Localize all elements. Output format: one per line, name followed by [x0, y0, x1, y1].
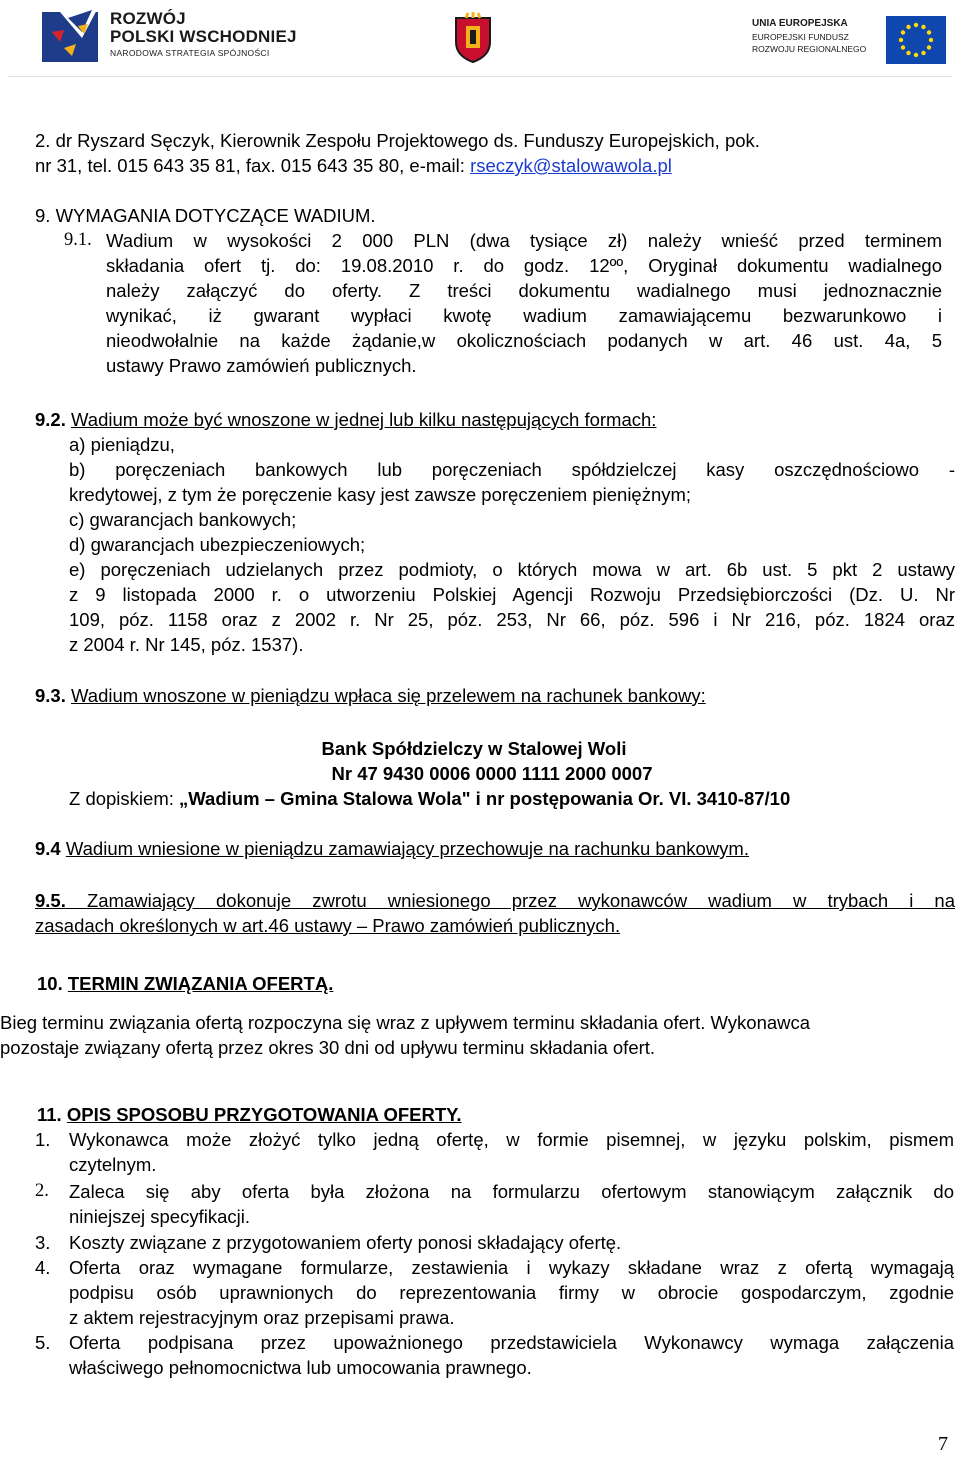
email-link[interactable]: rseczyk@stalowawola.pl	[470, 155, 672, 176]
section-9-2-number: 9.2.	[35, 409, 66, 430]
section-9-2-heading	[35, 407, 656, 432]
section-9-1-line-3: należy załączyć do oferty. Z treści dokumentu wadialnego musi jednoznacznie	[106, 280, 942, 301]
rpw-logo	[42, 4, 312, 66]
section-9-2-line-4: c) gwarancjach bankowych;	[69, 509, 297, 530]
eu-logo-line3: ROZWOJU REGIONALNEGO	[752, 44, 867, 54]
contact-text: nr 31, tel. 015 643 35 81, fax. 015 643 35 80, e-mail:	[35, 155, 471, 176]
section-9-3-heading	[35, 683, 706, 708]
list-item-5-line-1: Oferta podpisana przez upoważnionego przedstawiciela Wykonawcy wymaga załączenia	[69, 1332, 954, 1353]
section-9-1-line-5: nieodwołalnie na każde żądanie,w okolicznościach podanych w art. 46 ust. 4a, 5	[106, 330, 942, 351]
list-item-4-line-1: Oferta oraz wymagane formularze, zestawienia i wykazy składane wraz z ofertą wymagają	[69, 1257, 954, 1278]
eu-flag-icon	[886, 16, 946, 64]
section-11-title: OPIS SPOSOBU PRZYGOTOWANIA OFERTY.	[66, 1104, 462, 1125]
section-9-2-line-9: z 2004 r. Nr 145, póz. 1537).	[69, 634, 304, 655]
section-9-2-line-2: b) poręczeniach bankowych lub poręczeniach spółdzielczej kasy oszczędnościowo -	[69, 459, 955, 480]
list-item-1-line-1: Wykonawca może złożyć tylko jedną ofertę, w formie pisemnej, w języku polskim, pismem	[69, 1129, 954, 1150]
section-9-4-number: 9.4	[35, 838, 61, 859]
section-11-number: 11.	[37, 1104, 62, 1125]
section-9-5-line-2: zasadach określonych w art.46 ustawy – Prawo zamówień publicznych.	[35, 915, 621, 936]
section-9-2-line-3: kredytowej, z tym że poręczenie kasy jest zawsze poręczeniem pieniężnym;	[69, 484, 692, 505]
list-item-number: 5.	[35, 1332, 51, 1353]
list-item-4-line-3: z aktem rejestracyjnym oraz przepisami prawa.	[69, 1307, 455, 1328]
list-item-number: 2.	[35, 1181, 49, 1201]
section-9-2-title: Wadium może być wnoszone w jednej lub kilku następujących formach:	[71, 409, 657, 430]
eu-logo-line1: UNIA EUROPEJSKA	[752, 18, 848, 29]
section-9-1-line-1: Wadium w wysokości 2 000 PLN (dwa tysiące zł) należy wnieść przed terminem	[106, 230, 942, 251]
contact-line-2	[35, 153, 672, 178]
list-item-2-line-1: Zaleca się aby oferta była złożona na formularzu ofertowym stanowiącym załącznik do	[69, 1181, 954, 1202]
logo-title-line1: ROZWÓJ	[110, 9, 186, 28]
section-11-heading	[37, 1102, 462, 1127]
bank-name: Bank Spółdzielczy w Stalowej Woli	[321, 738, 627, 759]
section-9-3-title: Wadium wnoszone w pieniądzu wpłaca się przelewem na rachunek bankowy:	[71, 685, 706, 706]
list-item-number: 3.	[35, 1232, 51, 1253]
list-item-5-line-2: właściwego pełnomocnictwa lub umocowania prawnego.	[69, 1357, 532, 1378]
list-item-4-line-2: podpisu osób uprawnionych do reprezentowania firmy w obrocie gospodarczym, zgodnie	[69, 1282, 954, 1303]
section-9-title: 9. WYMAGANIA DOTYCZĄCE WADIUM.	[35, 205, 376, 226]
bank-note-reference: „Wadium – Gmina Stalowa Wola" i nr postępowania Or. VI. 3410-87/10	[179, 788, 791, 809]
rpw-logo-icon	[42, 4, 102, 64]
contact-line-1: 2. dr Ryszard Sęczyk, Kierownik Zespołu Projektowego ds. Funduszy Europejskich, pok.	[35, 130, 760, 151]
section-10-heading	[37, 971, 333, 996]
bank-note	[69, 786, 790, 811]
logo-title-line2: POLSKI WSCHODNIEJ	[110, 27, 297, 46]
section-9-4-text: Wadium wniesione w pieniądzu zamawiający przechowuje na rachunku bankowym.	[65, 838, 749, 859]
section-10-title: TERMIN ZWIĄZANIA OFERTĄ.	[67, 973, 334, 994]
city-crest-icon	[452, 12, 494, 64]
section-9-2-line-7: z 9 listopada 2000 r. o utworzeniu Polskiej Agencji Rozwoju Przedsiębiorczości (Dz. U. Nr	[69, 584, 955, 605]
header-divider	[8, 76, 952, 77]
section-9-1-line-4: wynikać, iż gwarant wypłaci kwotę wadium zamawiającemu bezwarunkowo i	[106, 305, 942, 326]
list-item-3-line-1: Koszty związane z przygotowaniem oferty ponosi składający ofertę.	[69, 1232, 622, 1253]
section-9-1-line-6: ustawy Prawo zamówień publicznych.	[106, 355, 417, 376]
section-9-1-number: 9.1.	[64, 230, 92, 250]
section-10-line-2: pozostaje związany ofertą przez okres 30 dni od upływu terminu składania ofert.	[0, 1037, 656, 1058]
section-9-heading	[35, 203, 376, 228]
list-item-2-line-2: niniejszej specyfikacji.	[69, 1206, 250, 1227]
eu-logo	[746, 16, 946, 66]
section-9-2-line-5: d) gwarancjach ubezpieczeniowych;	[69, 534, 366, 555]
eu-logo-line2: EUROPEJSKI FUNDUSZ	[752, 32, 849, 42]
section-9-2-line-8: 109, póz. 1158 oraz z 2002 r. Nr 25, póz. 253, Nr 66, póz. 596 i Nr 216, póz. 1824 oraz	[69, 609, 955, 630]
section-9-3-number: 9.3.	[35, 685, 66, 706]
page-number: 7	[938, 1433, 948, 1455]
bank-account: Nr 47 9430 0006 0000 1111 2000 0007	[331, 763, 653, 784]
section-9-2-line-1: a) pieniądzu,	[69, 434, 175, 455]
bank-note-prefix: Z dopiskiem:	[69, 788, 180, 809]
section-10-number: 10.	[37, 973, 63, 994]
section-10-line-1: Bieg terminu związania ofertą rozpoczyna się wraz z upływem terminu składania ofert. Wykonawca	[0, 1012, 811, 1033]
section-9-4	[35, 836, 749, 861]
section-9-1-line-2: składania ofert tj. do: 19.08.2010 r. do godz. 12ºº, Oryginał dokumentu wadialnego	[106, 255, 942, 276]
section-9-5-line-1	[35, 888, 955, 913]
logo-subtitle: NARODOWA STRATEGIA SPÓJNOŚCI	[110, 48, 270, 58]
section-9-5-text-1: Zamawiający dokonuje zwrotu wniesionego przez wykonawców wadium w trybach i na	[86, 890, 956, 911]
section-9-2-line-6: e) poręczeniach udzielanych przez podmioty, o których mowa w art. 6b ust. 5 pkt 2 ustawy	[69, 559, 955, 580]
section-9-5-number: 9.5.	[35, 890, 66, 911]
list-item-number: 1.	[35, 1129, 51, 1150]
list-item-number: 4.	[35, 1257, 51, 1278]
list-item-1-line-2: czytelnym.	[69, 1154, 157, 1175]
